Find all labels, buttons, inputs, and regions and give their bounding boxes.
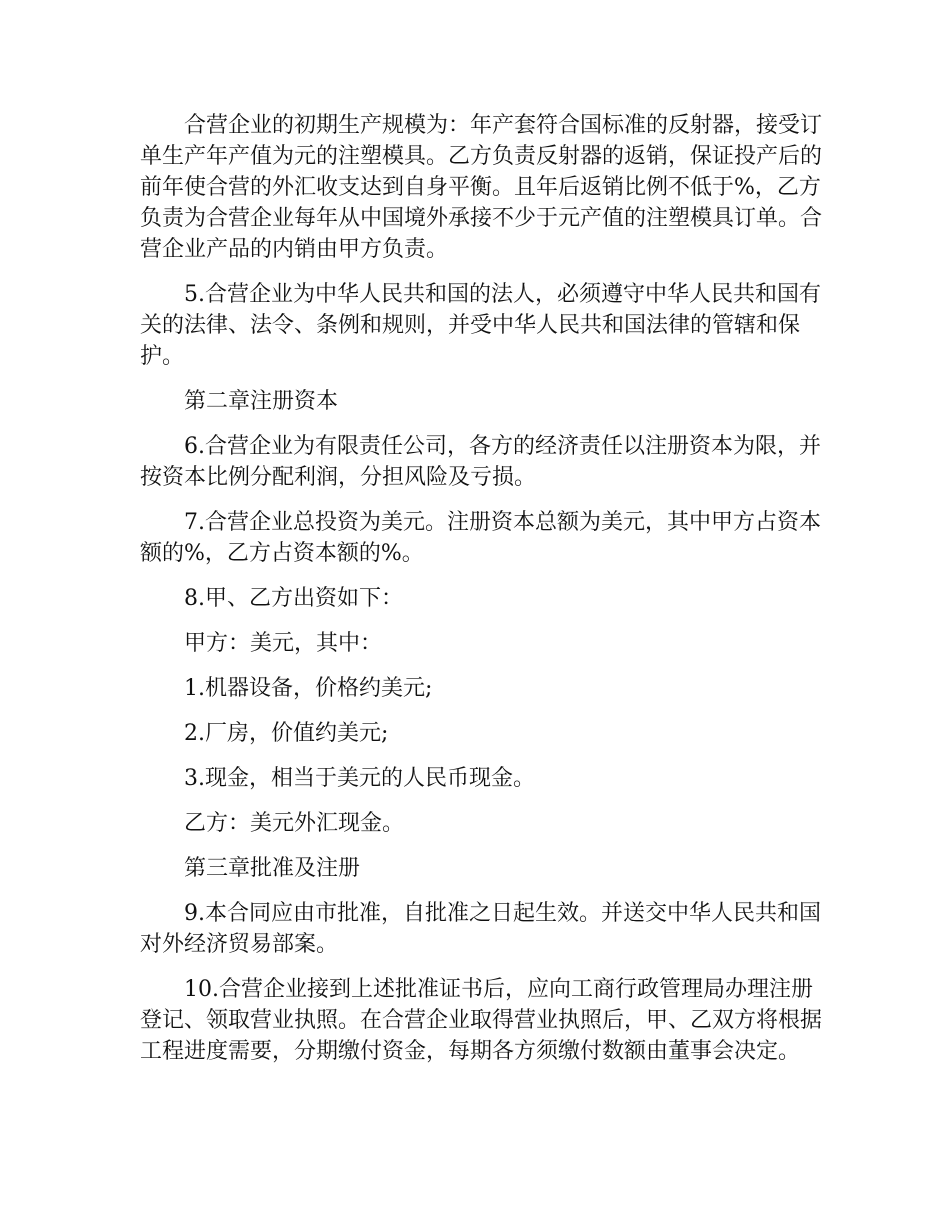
paragraph-clause-8: 8.甲、乙方出资如下： bbox=[184, 586, 403, 611]
document-page bbox=[140, 110, 830, 1081]
paragraph-clause-7: 7.合营企业总投资为美元。注册资本总额为美元，其中甲方占资本额的%，乙方占资本额的%。 bbox=[140, 510, 821, 566]
paragraph-clause-5: 5.合营企业为中华人民共和国的法人，必须遵守中华人民共和国有关的法律、法令、条例和规则，并受中华人民共和国法律的管辖和保护。 bbox=[140, 282, 821, 369]
paragraph-production-scale: 合营企业的初期生产规模为：年产套符合国标准的反射器，接受订单生产年产值为元的注塑模具。乙方负责反射器的返销，保证投产后的前年使合营的外汇收支达到自身平衡。且年后返销比例不低于%，乙方负责为合营企业每年从中国境外承接不少于元产值的注塑模具订单。合营企业产品的内销由甲方负责。 bbox=[140, 113, 823, 262]
list-item-cash: 3.现金，相当于美元的人民币现金。 bbox=[184, 766, 535, 791]
paragraph-clause-9: 9.本合同应由市批准，自批准之日起生效。并送交中华人民共和国对外经济贸易部案。 bbox=[140, 901, 821, 957]
paragraph-party-b: 乙方：美元外汇现金。 bbox=[184, 811, 405, 836]
list-item-machinery: 1.机器设备，价格约美元; bbox=[184, 676, 433, 701]
chapter-3-heading: 第三章批准及注册 bbox=[184, 856, 361, 881]
list-item-factory: 2.厂房，价值约美元; bbox=[184, 721, 389, 746]
paragraph-party-a: 甲方：美元，其中： bbox=[184, 631, 383, 656]
chapter-2-heading: 第二章注册资本 bbox=[184, 389, 339, 414]
paragraph-clause-6: 6.合营企业为有限责任公司，各方的经济责任以注册资本为限，并按资本比例分配利润，分担风险及亏损。 bbox=[140, 434, 821, 490]
paragraph-clause-10: 10.合营企业接到上述批准证书后，应向工商行政管理局办理注册登记、领取营业执照。在合营企业取得营业执照后，甲、乙双方将根据工程进度需要，分期缴付资金，每期各方须缴付数额由董事会决定。 bbox=[140, 977, 823, 1064]
